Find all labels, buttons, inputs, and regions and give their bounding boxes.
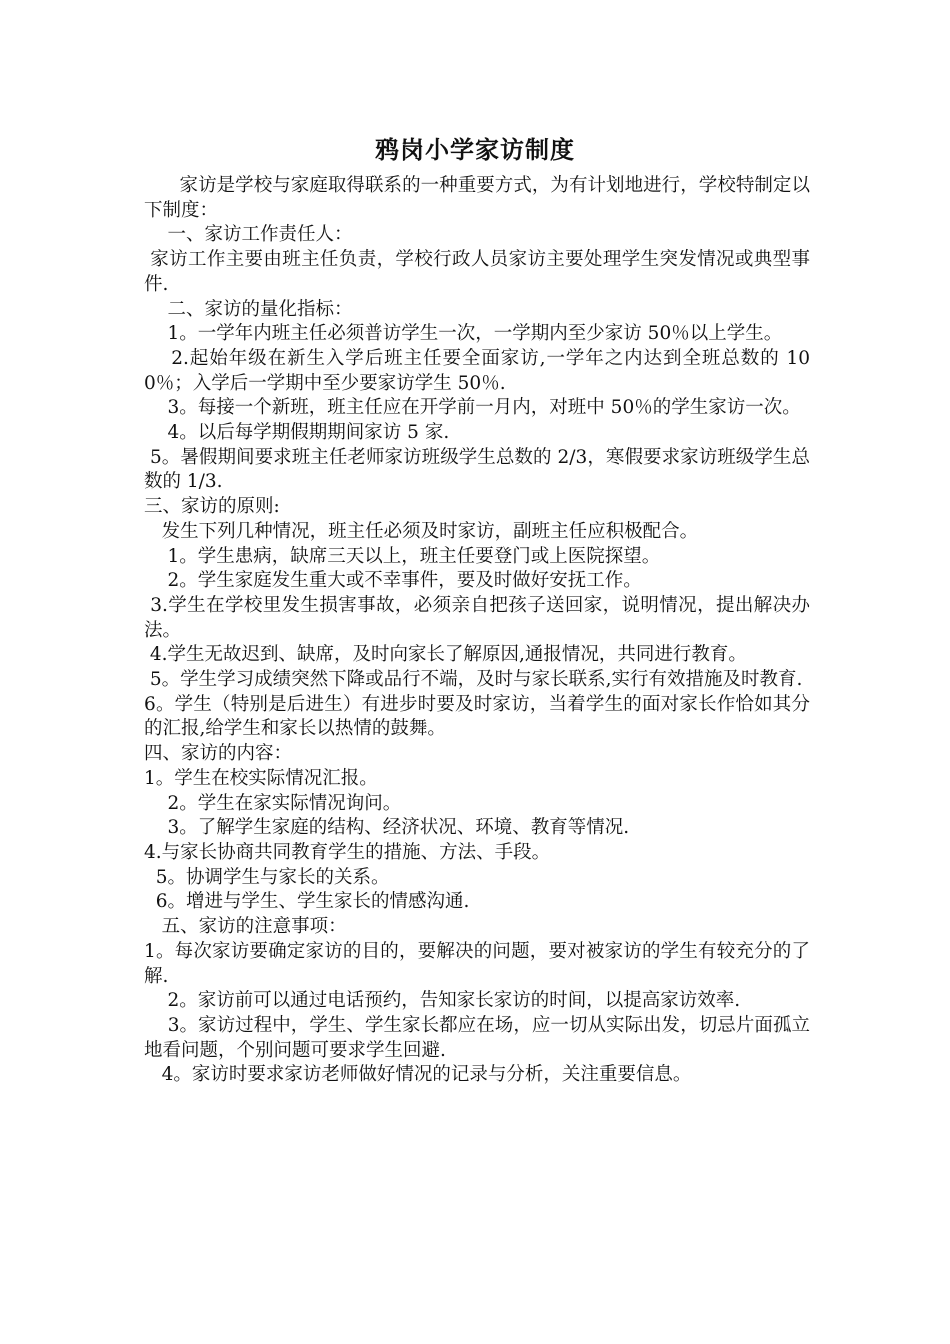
list-item: 3。每接一个新班，班主任应在开学前一月内，对班中 50％的学生家访一次。 bbox=[144, 397, 801, 419]
paragraph: 发生下列几种情况，班主任必须及时家访，副班主任应积极配合。 bbox=[144, 520, 699, 542]
paragraph-intro: 家访是学校与家庭取得联系的一种重要方式，为有计划地进行，学校特制定以下制度： bbox=[144, 175, 810, 221]
section-heading-2: 二、家访的量化指标： bbox=[144, 298, 353, 320]
list-item: 5。学生学习成绩突然下降或品行不端，及时与家长联系,实行有效措施及时教育. bbox=[144, 669, 803, 691]
paragraph: 家访工作主要由班主任负责，学校行政人员家访主要处理学生突发情况或典型事件. bbox=[144, 249, 810, 295]
section-heading-1: 一、家访工作责任人： bbox=[144, 224, 353, 246]
list-item: 4。以后每学期假期期间家访 5 家. bbox=[144, 422, 450, 444]
list-item: 6。学生（特别是后进生）有进步时要及时家访，当着学生的面对家长作恰如其分的汇报,给学生和家长以热情的鼓舞。 bbox=[144, 693, 810, 740]
list-item: 2。学生在家实际情况询问。 bbox=[144, 792, 402, 814]
document-title: 鸦岗小学家访制度 bbox=[375, 136, 575, 164]
list-item: 1。学生在校实际情况汇报。 bbox=[144, 767, 378, 789]
list-item: 2。学生家庭发生重大或不幸事件，要及时做好安抚工作。 bbox=[144, 570, 642, 592]
list-item: 3.学生在学校里发生损害事故，必须亲自把孩子送回家，说明情况，提出解决办法。 bbox=[144, 594, 810, 641]
list-item: 4。家访时要求家访老师做好情况的记录与分析，关注重要信息。 bbox=[144, 1064, 692, 1086]
document-body bbox=[144, 174, 810, 1088]
list-item: 1。一学年内班主任必须普访学生一次，一学期内至少家访 50％以上学生。 bbox=[144, 323, 783, 345]
section-heading-3: 三、家访的原则: bbox=[144, 496, 280, 518]
list-item: 4.与家长协商共同教育学生的措施、方法、手段。 bbox=[144, 841, 551, 863]
list-item: 4.学生无故迟到、缺席，及时向家长了解原因,通报情况，共同进行教育。 bbox=[144, 644, 747, 666]
list-item: 6。增进与学生、学生家长的情感沟通. bbox=[144, 891, 470, 913]
list-item: 1。每次家访要确定家访的目的，要解决的问题，要对被家访的学生有较充分的了解. bbox=[144, 940, 810, 987]
list-item: 5。协调学生与家长的关系。 bbox=[144, 866, 390, 888]
list-item: 2。家访前可以通过电话预约，告知家长家访的时间，以提高家访效率. bbox=[144, 990, 741, 1012]
list-item: 3。了解学生家庭的结构、经济状况、环境、教育等情况. bbox=[144, 817, 630, 839]
list-item: 3。家访过程中，学生、学生家长都应在场，应一切从实际出发，切忌片面孤立地看问题，个别问题可要求学生回避. bbox=[144, 1014, 810, 1061]
section-heading-5: 五、家访的注意事项： bbox=[144, 916, 347, 938]
list-item: 2.起始年级在新生入学后班主任要全面家访,一学年之内达到全班总数的 100％；入学后一学期中至少要家访学生 50％. bbox=[144, 347, 810, 394]
list-item: 1。学生患病，缺席三天以上，班主任要登门或上医院探望。 bbox=[144, 545, 661, 567]
section-heading-4: 四、家访的内容： bbox=[144, 743, 293, 765]
list-item: 5。暑假期间要求班主任老师家访班级学生总数的 2/3，寒假要求家访班级学生总数的 1/3. bbox=[144, 446, 810, 493]
